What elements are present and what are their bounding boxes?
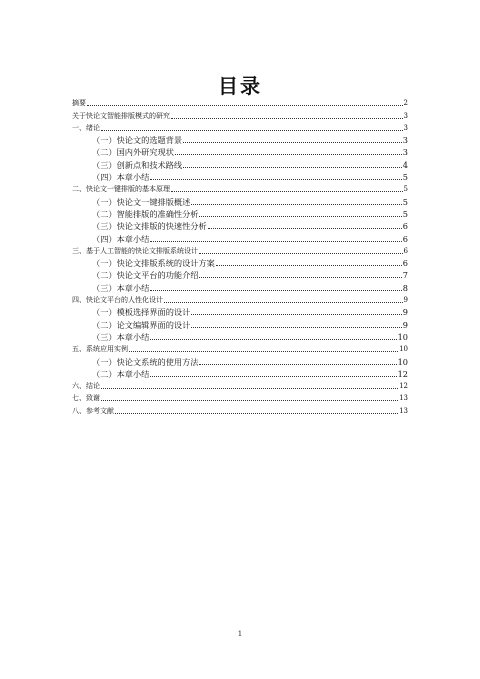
dot-leader: [199, 253, 403, 254]
toc-entry-page-number: 3: [402, 147, 408, 158]
toc-entry-page-number: 13: [399, 406, 408, 415]
dot-leader: [199, 216, 401, 217]
dot-leader: [150, 376, 396, 377]
toc-entry-page-number: 6: [402, 221, 408, 232]
toc-entry-title: （三）本章小结: [92, 331, 150, 342]
toc-entry-page-number: 6: [402, 258, 408, 269]
dot-leader: [150, 339, 396, 340]
toc-entry-page-number: 6: [403, 246, 408, 255]
dot-leader: [175, 154, 402, 155]
dot-leader: [208, 228, 402, 229]
toc-entry-title: 三、基于人工智能的快论文排版系统设计: [72, 246, 198, 255]
toc-entry-page-number: 3: [402, 135, 408, 146]
dot-leader: [183, 142, 402, 143]
toc-entry-title: （二）论文编辑界面的设计: [92, 319, 191, 330]
toc-entry-page-number: 12: [397, 368, 408, 379]
toc-entry-title: （三）快论文排版的快速性分析: [92, 221, 207, 232]
dot-leader: [171, 118, 403, 119]
toc-entry-title: 关于快论文智能排版模式的研究: [72, 111, 170, 120]
toc-entry[interactable]: [72, 318, 408, 330]
dot-leader: [101, 388, 398, 389]
dot-leader: [164, 302, 403, 303]
toc-entry-title: （二）智能排版的准确性分析: [92, 208, 199, 219]
dot-leader: [115, 413, 398, 414]
dot-leader: [216, 265, 402, 266]
toc-entry[interactable]: [72, 232, 408, 244]
toc-entry-title: （一）快论文的选题背景: [92, 135, 183, 146]
toc-entry-title: （二）快论文平台的功能介绍: [92, 270, 199, 281]
toc-entry-page-number: 5: [402, 196, 408, 207]
toc-entry-title: 一、绪论: [72, 123, 100, 132]
toc-entry-page-number: 9: [402, 307, 408, 318]
toc-entry[interactable]: [72, 208, 408, 220]
toc-entry-title: （四）本章小结: [92, 233, 150, 244]
toc-entry[interactable]: [72, 146, 408, 158]
dot-leader: [191, 204, 402, 205]
toc-entry[interactable]: [72, 171, 408, 183]
table-of-contents: [72, 97, 408, 417]
toc-entry-title: 二、快论文一键排版的基本原理: [72, 185, 170, 194]
toc-entry[interactable]: [72, 380, 408, 392]
toc-entry-title: 四、快论文平台的人性化设计: [72, 296, 163, 305]
toc-entry[interactable]: [72, 220, 408, 232]
toc-entry[interactable]: [72, 392, 408, 404]
toc-entry-title: （二）国内外研究现状: [92, 147, 174, 158]
dot-leader: [150, 290, 401, 291]
toc-entry-title: （四）本章小结: [92, 172, 150, 183]
toc-entry-page-number: 10: [399, 345, 408, 354]
toc-entry[interactable]: [72, 257, 408, 269]
toc-entry[interactable]: [72, 158, 408, 170]
toc-entry[interactable]: [72, 269, 408, 281]
toc-entry-page-number: 8: [402, 282, 408, 293]
toc-entry-title: （一）模板选择界面的设计: [92, 307, 191, 318]
toc-entry-title: （一）快论文排版系统的设计方案: [92, 258, 215, 269]
toc-entry[interactable]: [72, 368, 408, 380]
toc-entry[interactable]: [72, 404, 408, 416]
toc-entry[interactable]: [72, 109, 408, 121]
toc-entry[interactable]: [72, 195, 408, 207]
toc-entry-title: 五、系统应用实例: [72, 345, 128, 354]
footer-page-number: 1: [237, 630, 243, 638]
toc-entry-title: （三）创新点和技术路线: [92, 159, 183, 170]
page-title: 目录: [218, 74, 262, 98]
toc-entry[interactable]: [72, 343, 408, 355]
toc-entry-page-number: 6: [402, 233, 408, 244]
toc-entry-title: （二）本章小结: [92, 368, 150, 379]
toc-entry-title: （一）快论文一键排版概述: [92, 196, 191, 207]
toc-entry-title: 七、致谢: [72, 394, 100, 403]
dot-leader: [150, 241, 401, 242]
toc-entry-page-number: 13: [399, 394, 408, 403]
dot-leader: [191, 327, 402, 328]
toc-entry[interactable]: [72, 122, 408, 134]
toc-entry-title: 六、结论: [72, 382, 100, 391]
toc-entry-page-number: 10: [397, 331, 408, 342]
toc-entry-page-number: 2: [403, 99, 408, 108]
toc-entry[interactable]: [72, 306, 408, 318]
toc-entry[interactable]: [72, 331, 408, 343]
toc-entry[interactable]: [72, 97, 408, 109]
toc-entry-page-number: 5: [402, 208, 408, 219]
toc-entry-page-number: 3: [403, 111, 408, 120]
toc-entry[interactable]: [72, 183, 408, 195]
toc-entry-page-number: 4: [402, 159, 408, 170]
toc-entry-title: （一）快论文系统的使用方法: [92, 356, 199, 367]
toc-entry-page-number: 12: [399, 382, 408, 391]
dot-leader: [183, 167, 402, 168]
toc-entry-page-number: 3: [403, 123, 408, 132]
dot-leader: [101, 130, 403, 131]
dot-leader: [199, 364, 396, 365]
dot-leader: [199, 277, 401, 278]
dot-leader: [129, 351, 398, 352]
toc-entry-title: 八、参考文献: [72, 406, 114, 415]
toc-entry-title: （三）本章小结: [92, 282, 150, 293]
dot-leader: [87, 105, 403, 106]
toc-entry[interactable]: [72, 294, 408, 306]
dot-leader: [191, 314, 402, 315]
dot-leader: [101, 400, 398, 401]
toc-entry-page-number: 10: [397, 356, 408, 367]
toc-entry-page-number: 5: [403, 185, 408, 194]
toc-entry[interactable]: [72, 355, 408, 367]
toc-entry-page-number: 9: [403, 296, 408, 305]
toc-entry-page-number: 9: [402, 319, 408, 330]
toc-entry-title: 摘要: [72, 99, 86, 108]
dot-leader: [171, 191, 403, 192]
toc-entry[interactable]: [72, 134, 408, 146]
toc-entry-page-number: 5: [402, 172, 408, 183]
toc-entry-page-number: 7: [402, 270, 408, 281]
toc-entry[interactable]: [72, 281, 408, 293]
toc-entry[interactable]: [72, 245, 408, 257]
dot-leader: [150, 179, 401, 180]
